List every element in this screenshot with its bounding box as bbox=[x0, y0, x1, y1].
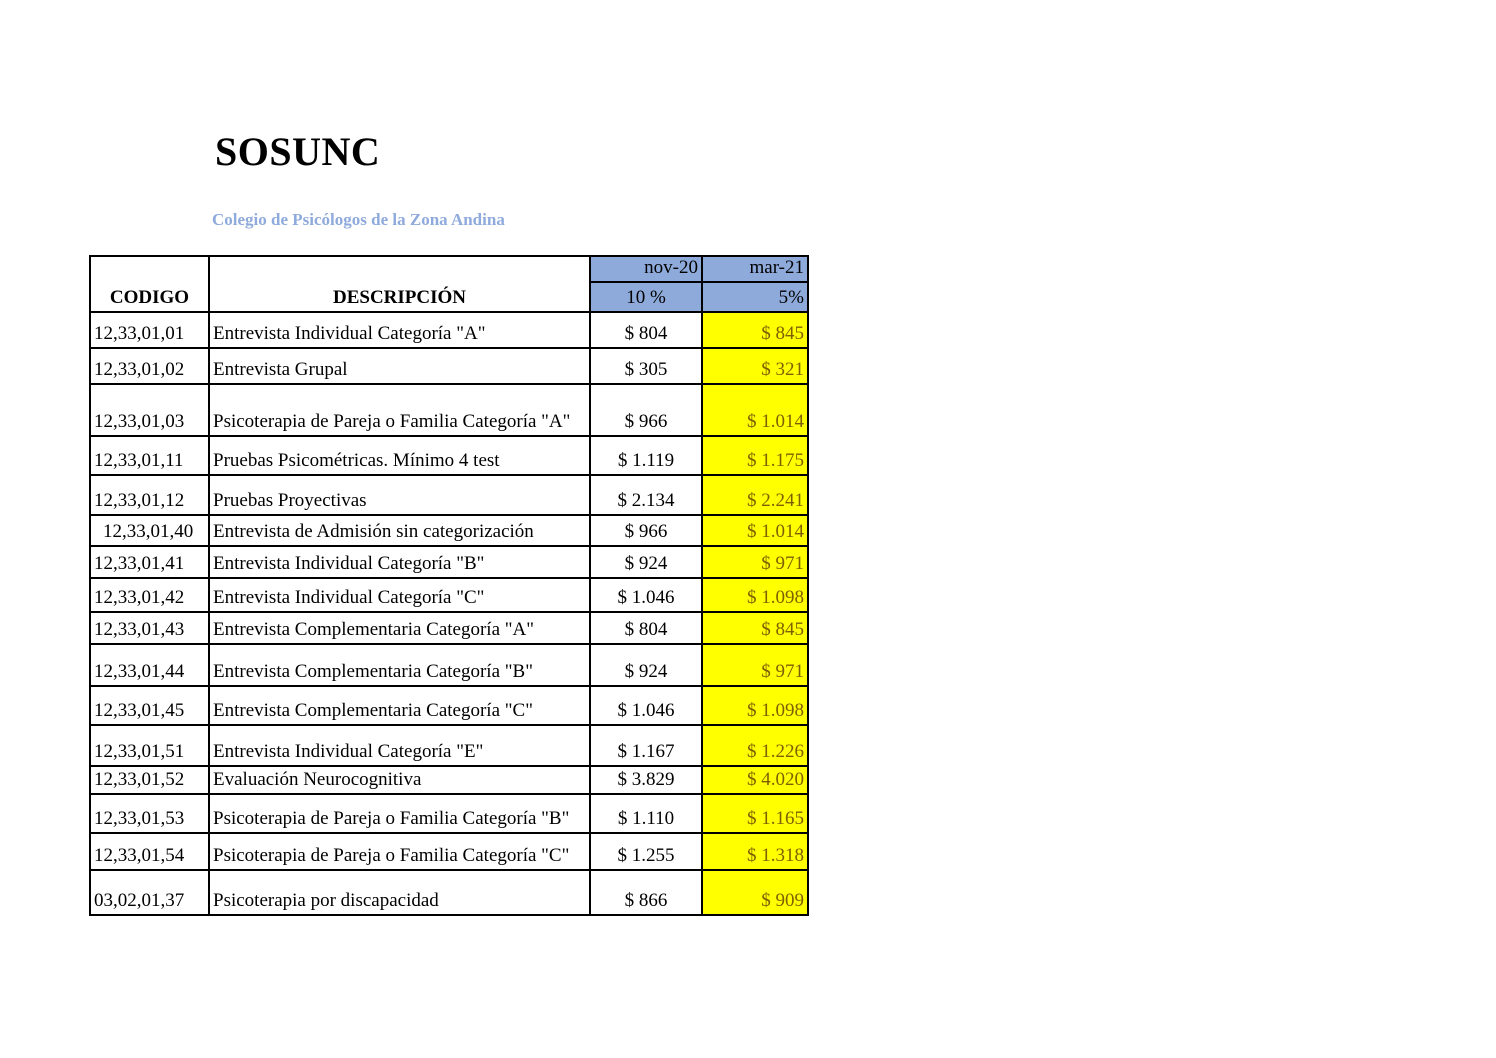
description-cell: Evaluación Neurocognitiva bbox=[209, 766, 590, 794]
table-row bbox=[90, 725, 808, 766]
description-cell: Entrevista Individual Categoría "A" bbox=[209, 312, 590, 348]
code-cell: 12,33,01,52 bbox=[90, 766, 209, 794]
table-row bbox=[90, 612, 808, 644]
column-header-period-mar21: mar-21 bbox=[702, 256, 808, 282]
description-cell: Pruebas Proyectivas bbox=[209, 475, 590, 515]
column-header-rate-nov20: 10 % bbox=[590, 282, 702, 312]
table-row bbox=[90, 312, 808, 348]
code-cell: 12,33,01,01 bbox=[90, 312, 209, 348]
code-cell: 12,33,01,51 bbox=[90, 725, 209, 766]
column-header-code: CODIGO bbox=[90, 256, 209, 312]
price-mar21-cell: $ 971 bbox=[702, 644, 808, 686]
table-row bbox=[90, 578, 808, 612]
column-header-rate-mar21: 5% bbox=[702, 282, 808, 312]
document-subtitle: Colegio de Psicólogos de la Zona Andina bbox=[212, 210, 505, 229]
description-cell: Entrevista Complementaria Categoría "C" bbox=[209, 686, 590, 725]
table-row bbox=[90, 475, 808, 515]
code-cell: 12,33,01,54 bbox=[90, 833, 209, 870]
price-nov20-cell: $ 804 bbox=[590, 612, 702, 644]
description-cell: Psicoterapia por discapacidad bbox=[209, 870, 590, 915]
price-mar21-cell: $ 1.165 bbox=[702, 794, 808, 833]
code-cell: 12,33,01,03 bbox=[90, 384, 209, 436]
price-nov20-cell: $ 866 bbox=[590, 870, 702, 915]
price-nov20-cell: $ 1.046 bbox=[590, 686, 702, 725]
description-cell: Entrevista de Admisión sin categorización bbox=[209, 515, 590, 546]
price-nov20-cell: $ 1.110 bbox=[590, 794, 702, 833]
description-cell: Entrevista Individual Categoría "B" bbox=[209, 546, 590, 578]
code-cell: 12,33,01,53 bbox=[90, 794, 209, 833]
price-nov20-cell: $ 924 bbox=[590, 546, 702, 578]
description-cell: Entrevista Individual Categoría "C" bbox=[209, 578, 590, 612]
code-cell: 12,33,01,02 bbox=[90, 348, 209, 384]
document-title: SOSUNC bbox=[215, 129, 381, 174]
code-cell: 12,33,01,40 bbox=[90, 515, 209, 546]
price-mar21-cell: $ 1.098 bbox=[702, 578, 808, 612]
price-mar21-cell: $ 4.020 bbox=[702, 766, 808, 794]
table-row bbox=[90, 348, 808, 384]
price-nov20-cell: $ 1.046 bbox=[590, 578, 702, 612]
table-row bbox=[90, 766, 808, 794]
price-nov20-cell: $ 1.119 bbox=[590, 436, 702, 475]
code-cell: 12,33,01,12 bbox=[90, 475, 209, 515]
price-mar21-cell: $ 321 bbox=[702, 348, 808, 384]
code-cell: 12,33,01,44 bbox=[90, 644, 209, 686]
price-nov20-cell: $ 305 bbox=[590, 348, 702, 384]
table-row bbox=[90, 870, 808, 915]
price-mar21-cell: $ 971 bbox=[702, 546, 808, 578]
table-body bbox=[90, 312, 808, 915]
table-row bbox=[90, 515, 808, 546]
description-cell: Entrevista Complementaria Categoría "B" bbox=[209, 644, 590, 686]
description-cell: Entrevista Complementaria Categoría "A" bbox=[209, 612, 590, 644]
price-mar21-cell: $ 1.014 bbox=[702, 515, 808, 546]
price-mar21-cell: $ 845 bbox=[702, 612, 808, 644]
code-cell: 12,33,01,43 bbox=[90, 612, 209, 644]
table-row bbox=[90, 833, 808, 870]
price-nov20-cell: $ 804 bbox=[590, 312, 702, 348]
column-header-description: DESCRIPCIÓN bbox=[209, 256, 590, 312]
price-mar21-cell: $ 909 bbox=[702, 870, 808, 915]
table-row bbox=[90, 384, 808, 436]
code-cell: 12,33,01,11 bbox=[90, 436, 209, 475]
code-cell: 12,33,01,41 bbox=[90, 546, 209, 578]
price-mar21-cell: $ 1.318 bbox=[702, 833, 808, 870]
price-nov20-cell: $ 2.134 bbox=[590, 475, 702, 515]
code-cell: 03,02,01,37 bbox=[90, 870, 209, 915]
description-cell: Psicoterapia de Pareja o Familia Categoría "B" bbox=[209, 794, 590, 833]
table-row bbox=[90, 436, 808, 475]
price-nov20-cell: $ 924 bbox=[590, 644, 702, 686]
description-cell: Psicoterapia de Pareja o Familia Categoría "A" bbox=[209, 384, 590, 436]
price-nov20-cell: $ 1.255 bbox=[590, 833, 702, 870]
price-mar21-cell: $ 1.226 bbox=[702, 725, 808, 766]
code-cell: 12,33,01,42 bbox=[90, 578, 209, 612]
description-cell: Entrevista Individual Categoría "E" bbox=[209, 725, 590, 766]
table-row bbox=[90, 686, 808, 725]
price-mar21-cell: $ 2.241 bbox=[702, 475, 808, 515]
price-nov20-cell: $ 966 bbox=[590, 515, 702, 546]
code-cell: 12,33,01,45 bbox=[90, 686, 209, 725]
tariff-table bbox=[89, 255, 809, 916]
price-mar21-cell: $ 845 bbox=[702, 312, 808, 348]
table-header bbox=[90, 256, 808, 312]
column-header-period-nov20: nov-20 bbox=[590, 256, 702, 282]
price-mar21-cell: $ 1.014 bbox=[702, 384, 808, 436]
price-nov20-cell: $ 3.829 bbox=[590, 766, 702, 794]
table-row bbox=[90, 794, 808, 833]
price-nov20-cell: $ 1.167 bbox=[590, 725, 702, 766]
price-mar21-cell: $ 1.098 bbox=[702, 686, 808, 725]
table-row bbox=[90, 546, 808, 578]
description-cell: Entrevista Grupal bbox=[209, 348, 590, 384]
price-nov20-cell: $ 966 bbox=[590, 384, 702, 436]
price-mar21-cell: $ 1.175 bbox=[702, 436, 808, 475]
description-cell: Psicoterapia de Pareja o Familia Categoría "C" bbox=[209, 833, 590, 870]
table-row bbox=[90, 644, 808, 686]
description-cell: Pruebas Psicométricas. Mínimo 4 test bbox=[209, 436, 590, 475]
